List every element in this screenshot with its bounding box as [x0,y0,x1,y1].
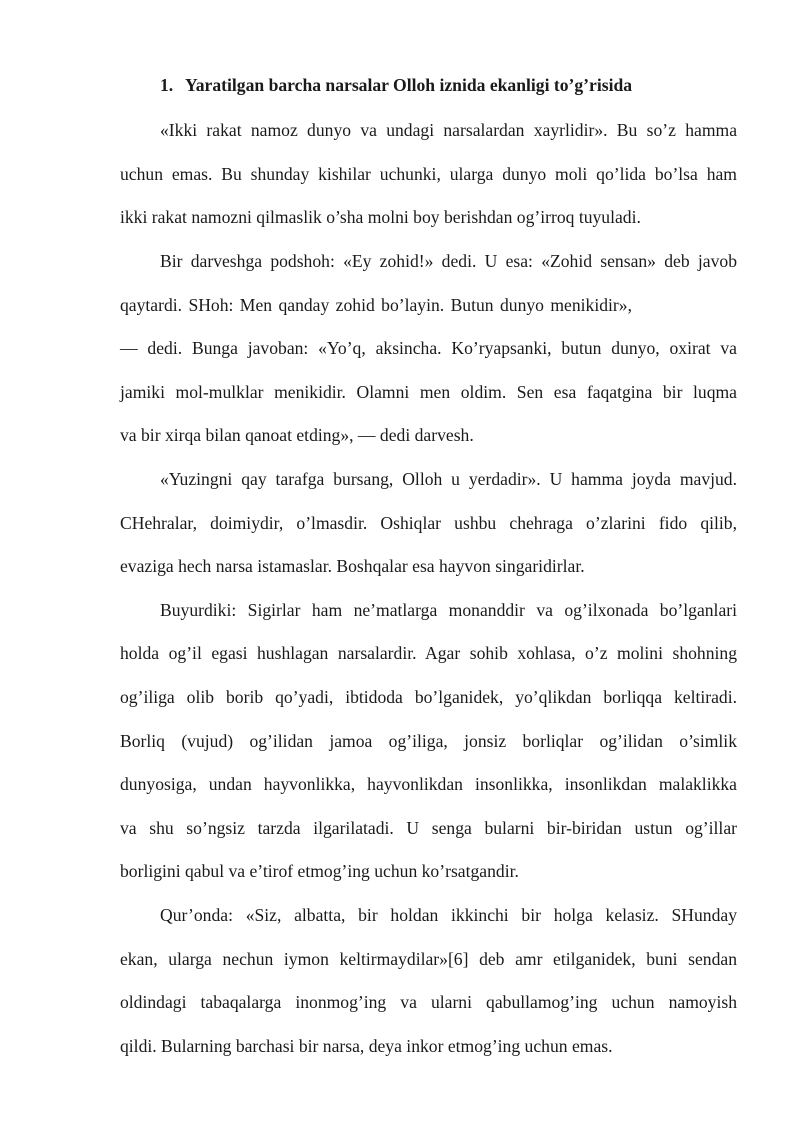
text-line: CHehralar, doimiydir, o’lmasdir. Oshiqlar ushbu chehraga o’zlarini fido qilib, [120,513,737,533]
text-line: va bir xirqa bilan qanoat etding», — dedi darvesh. [120,425,474,445]
text-line: og’iliga olib borib qo’yadi, ibtidoda bo’lganidek, yo’qlikdan borliqqa keltiradi. [120,687,737,707]
text-line: oldindagi tabaqalarga inonmog’ing va ularni qabullamog’ing uchun namoyish [120,992,737,1012]
text-line: holda og’il egasi hushlagan narsalardir. Agar sohib xohlasa, o’z molini shohning [120,643,737,663]
text-line: dunyosiga, undan hayvonlikka, hayvonlikdan insonlikka, insonlikdan malaklikka [120,774,737,794]
text-line: Buyurdiki: Sigirlar ham ne’matlarga monanddir va og’ilxonada bo’lganlari [160,600,737,620]
text-line: qaytardi. SHoh: Men qanday zohid bo’layin. Butun dunyo menikidir», [120,295,632,315]
text-line: — dedi. Bunga javoban: «Yo’q, aksincha. Ko’ryapsanki, butun dunyo, oxirat va [120,338,737,358]
text-line: borligini qabul va e’tirof etmog’ing uchun ko’rsatgandir. [120,861,519,881]
text-line: qildi. Bularning barchasi bir narsa, deya inkor etmog’ing uchun emas. [120,1036,613,1056]
heading-title: Yaratilgan barcha narsalar Olloh iznida ekanligi to’g’risida [185,75,633,95]
text-line: uchun emas. Bu shunday kishilar uchunki, ularga dunyo moli qo’lida bo’lsa ham [120,164,737,184]
heading-number: 1. [160,75,174,95]
text-line: «Yuzingni qay tarafga bursang, Olloh u yerdadir». U hamma joyda mavjud. [160,469,737,489]
text-line: va shu so’ngsiz tarzda ilgarilatadi. U senga bularni bir-biridan ustun og’illar [120,818,737,838]
text-line: jamiki mol-mulklar menikidir. Olamni men oldim. Sen esa faqatgina bir luqma [120,382,737,402]
text-line: Qur’onda: «Siz, albatta, bir holdan ikkinchi bir holga kelasiz. SHunday [160,905,737,925]
text-line: ikki rakat namozni qilmaslik o’sha molni boy berishdan og’irroq tuyuladi. [120,207,641,227]
section-heading [160,75,632,96]
text-line: evaziga hech narsa istamaslar. Boshqalar esa hayvon singaridirlar. [120,556,585,576]
text-line: «Ikki rakat namoz dunyo va undagi narsalardan xayrlidir». Bu so’z hamma [160,120,737,140]
text-line: Bir darveshga podshoh: «Ey zohid!» dedi. U esa: «Zohid sensan» deb javob [160,251,737,271]
text-line: Borliq (vujud) og’ilidan jamoa og’iliga, jonsiz borliqlar og’ilidan o’simlik [120,731,737,751]
text-line: ekan, ularga nechun iymon keltirmaydilar»[6] deb amr etilganidek, buni sendan [120,949,737,969]
